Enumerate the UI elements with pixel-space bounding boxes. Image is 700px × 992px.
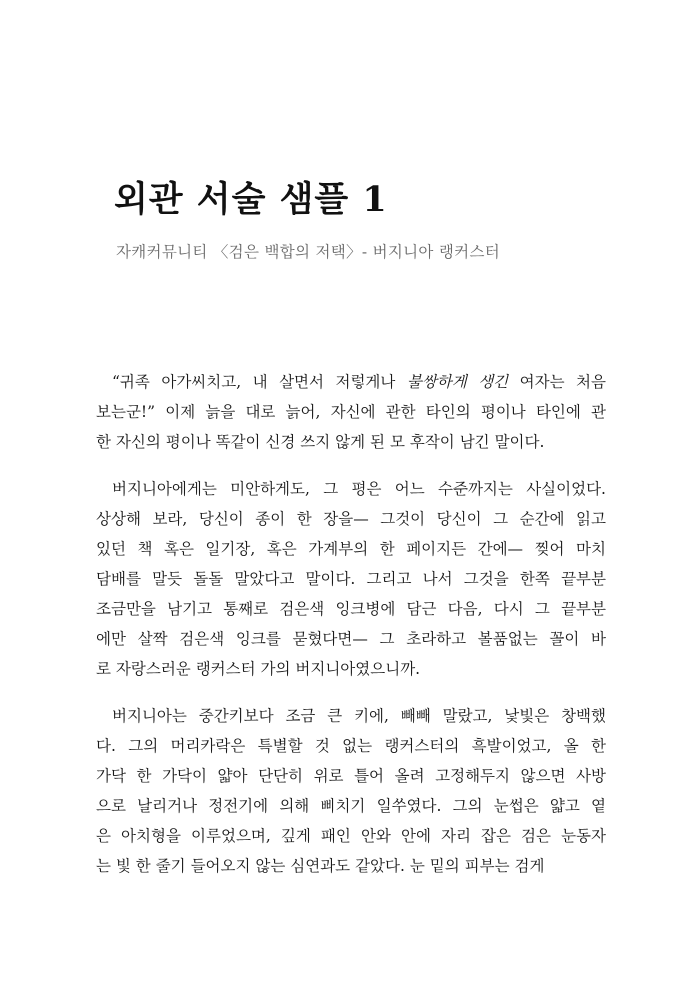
text-segment: 에만 살짝 검은색 잉크를 묻혔다면— 그 초라하고 볼품없는 꼴이 바 [96,630,606,648]
text-line [96,367,606,397]
text-line [96,594,606,624]
text-segment: 한 자신의 평이나 똑같이 신경 쓰지 않게 된 모 후작이 남긴 말이다. [96,433,545,451]
page-subtitle: 자캐커뮤니티 〈검은 백합의 저택〉- 버지니아 랭커스터 [116,243,501,261]
page-title: 외관 서술 샘플 1 [114,179,388,220]
text-line [96,731,606,761]
text-line [96,851,606,881]
text-segment: 담배를 말듯 돌돌 말았다고 말이다. 그리고 나서 그것을 한쪽 끝부분 [96,570,606,588]
text-segment: 은 아치형을 이루었으며, 깊게 패인 안와 안에 자리 잡은 검은 눈동자 [96,827,606,845]
text-segment: 로 자랑스러운 랭커스터 가의 버지니아였으니까. [96,660,421,678]
text-segment: 는 빛 한 줄기 들어오지 않는 심연과도 같았다. 눈 밑의 피부는 검게 [96,857,545,875]
text-line [96,564,606,594]
text-segment: 다. 그의 머리카락은 특별할 것 없는 랭커스터의 흑발이었고, 올 한 [96,737,606,755]
text-line [96,821,606,851]
body-text [96,367,606,898]
text-segment: 조금만을 남기고 통째로 검은색 잉크병에 담근 다음, 다시 그 끝부분 [96,600,606,618]
paragraph [96,474,606,684]
text-line [96,397,606,427]
text-line [96,504,606,534]
text-segment: 보는군!” 이제 늙을 대로 늙어, 자신에 관한 타인의 평이나 타인에 관 [96,403,606,421]
text-segment: 으로 날리거나 정전기에 의해 삐치기 일쑤였다. 그의 눈썹은 얇고 옅 [96,797,606,815]
text-segment: 버지니아는 중간키보다 조금 큰 키에, 빼빼 말랐고, 낯빛은 창백했 [112,707,606,725]
text-line [96,474,606,504]
text-line [96,791,606,821]
text-line [96,427,606,457]
text-segment: 상상해 보라, 당신이 종이 한 장을— 그것이 당신이 그 순간에 읽고 [96,510,606,528]
text-segment: 가닥 한 가닥이 얇아 단단히 위로 틀어 올려 고정해두지 않으면 사방 [96,767,606,785]
text-segment: 있던 책 혹은 일기장, 혹은 가계부의 한 페이지든 간에— 찢어 마치 [96,540,606,558]
text-segment: 여자는 처음 [508,373,606,391]
text-line [96,654,606,684]
text-segment: “귀족 아가씨치고, 내 살면서 저렇게나 [112,373,407,391]
text-line [96,534,606,564]
text-line [96,701,606,731]
text-line [96,624,606,654]
text-segment: 버지니아에게는 미안하게도, 그 평은 어느 수준까지는 사실이었다. [112,480,606,498]
paragraph [96,701,606,881]
paragraph [96,367,606,457]
text-line [96,761,606,791]
emphasized-text: 불쌍하게 생긴 [406,373,509,391]
